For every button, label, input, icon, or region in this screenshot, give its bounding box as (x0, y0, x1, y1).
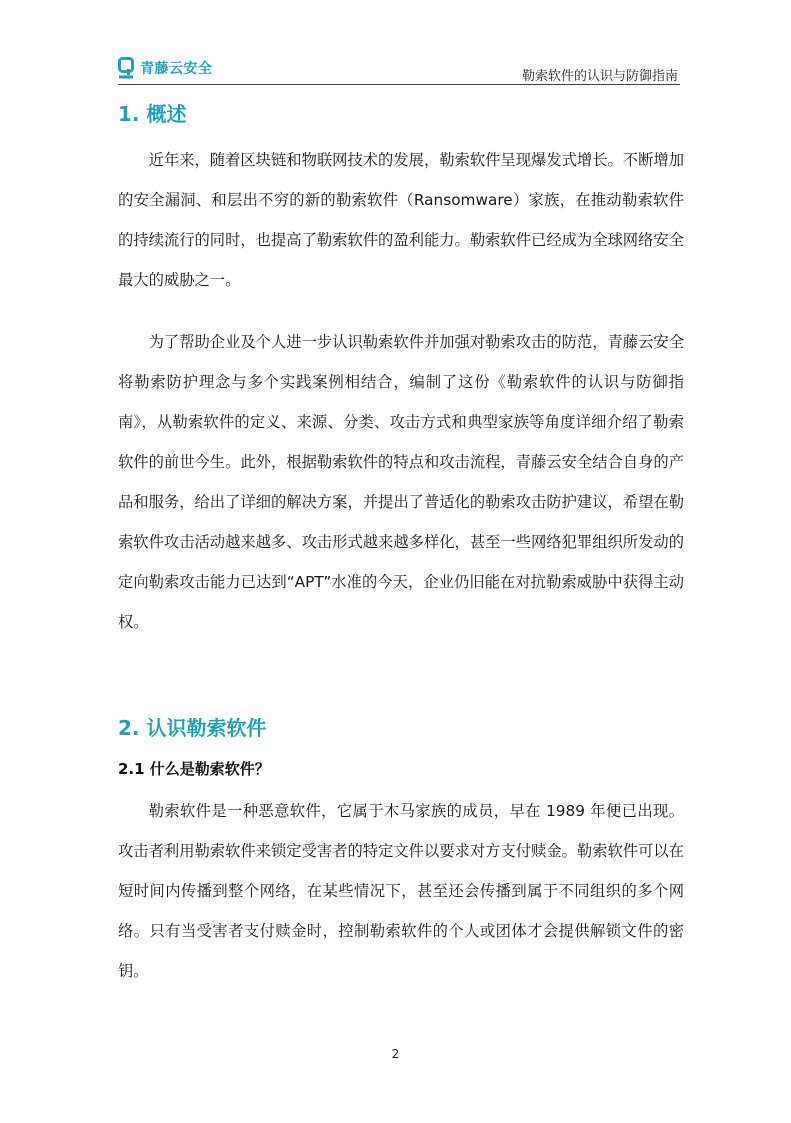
page-header (118, 52, 680, 85)
section-title-understanding-ransomware: 2. 认识勒索软件 (118, 716, 267, 740)
paragraph: 近年来，随着区块链和物联网技术的发展，勒索软件呈现爆发式增长。不断增加的安全漏洞、和层出不穷的新的勒索软件（Ransomware）家族，在推动勒索软件的持续流行的同时，也提高了勒索软件的盈利能力。勒索软件已经成为全球网络安全最大的威胁之一。 (118, 151, 684, 289)
section-title-overview: 1. 概述 (118, 102, 187, 126)
qingteng-logo-icon (118, 57, 134, 79)
subsection-title-what-is-ransomware: 2.1 什么是勒索软件？ (118, 760, 270, 778)
page-content (118, 92, 684, 991)
paragraph: 为了帮助企业及个人进一步认识勒索软件并加强对勒索攻击的防范，青藤云安全将勒索防护理念与多个实践案例相结合，编制了这份《勒索软件的认识与防御指南》，从勒索软件的定义、来源、分类、攻击方式和典型家族等角度详细介绍了勒索软件的前世今生。此外，根据勒索软件的特点和攻击流程，青藤云安全结合自身的产品和服务，给出了详细的解决方案，并提出了普适化的勒索攻击防护建议，希望在勒索软件攻击活动越来越多、攻击形式越来越多样化，甚至一些网络犯罪组织所发动的定向勒索攻击能力已达到“APT”水准的今天，企业仍旧能在对抗勒索威胁中获得主动权。 (118, 333, 684, 631)
page-number: 2 (391, 1047, 400, 1061)
logo-text: 青藤云安全 (140, 61, 213, 77)
document-title: 勒索软件的认识与防御指南 (521, 69, 678, 84)
brand-logo (118, 57, 213, 79)
paragraph: 勒索软件是一种恶意软件，它属于木马家族的成员，早在 1989 年便已出现。攻击者利用勒索软件来锁定受害者的特定文件以要求对方支付赎金。勒索软件可以在短时间内传播到整个网络，在某些情况下，甚至还会传播到属于不同组织的多个网络。只有当受害者支付赎金时，控制勒索软件的个人或团体才会提供解锁文件的密钥。 (118, 802, 684, 980)
